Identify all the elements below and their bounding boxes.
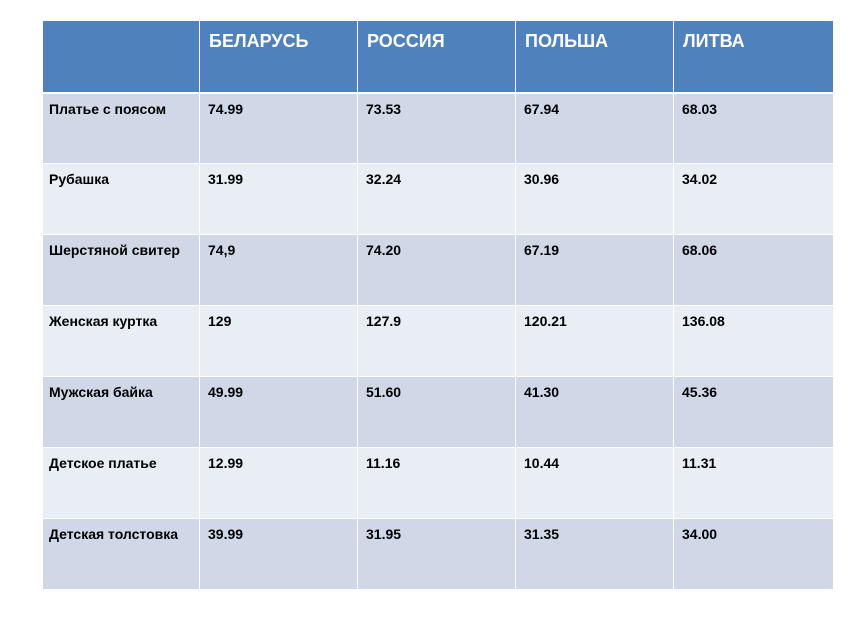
price-cell: 73.53 bbox=[358, 93, 516, 164]
price-cell: 11.16 bbox=[358, 448, 516, 519]
row-label: Мужская байка bbox=[43, 377, 200, 448]
header-cell-lithuania: ЛИТВА bbox=[674, 21, 834, 93]
price-cell: 127.9 bbox=[358, 306, 516, 377]
table-row bbox=[43, 235, 834, 306]
price-cell: 129 bbox=[200, 306, 358, 377]
row-label: Платье с поясом bbox=[43, 93, 200, 164]
header-cell-poland: ПОЛЬША bbox=[516, 21, 674, 93]
price-cell: 31.99 bbox=[200, 164, 358, 235]
price-cell: 51.60 bbox=[358, 377, 516, 448]
price-cell: 74.99 bbox=[200, 93, 358, 164]
row-label: Шерстяной свитер bbox=[43, 235, 200, 306]
table-row bbox=[43, 519, 834, 590]
table-row bbox=[43, 377, 834, 448]
table-header bbox=[43, 21, 834, 93]
header-cell-russia: РОССИЯ bbox=[358, 21, 516, 93]
row-label: Женская куртка bbox=[43, 306, 200, 377]
price-cell: 120.21 bbox=[516, 306, 674, 377]
price-cell: 136.08 bbox=[674, 306, 834, 377]
price-comparison-table bbox=[42, 20, 834, 590]
header-cell-belarus: БЕЛАРУСЬ bbox=[200, 21, 358, 93]
header-cell-empty bbox=[43, 21, 200, 93]
price-cell: 68.06 bbox=[674, 235, 834, 306]
price-cell: 34.00 bbox=[674, 519, 834, 590]
table-body bbox=[43, 93, 834, 590]
price-cell: 31.95 bbox=[358, 519, 516, 590]
price-cell: 74.20 bbox=[358, 235, 516, 306]
price-cell: 31.35 bbox=[516, 519, 674, 590]
price-cell: 45.36 bbox=[674, 377, 834, 448]
table-row bbox=[43, 448, 834, 519]
row-label: Детское платье bbox=[43, 448, 200, 519]
price-cell: 49.99 bbox=[200, 377, 358, 448]
header-row bbox=[43, 21, 834, 93]
price-cell: 74,9 bbox=[200, 235, 358, 306]
price-cell: 67.94 bbox=[516, 93, 674, 164]
table-row bbox=[43, 93, 834, 164]
table-row bbox=[43, 306, 834, 377]
price-cell: 41.30 bbox=[516, 377, 674, 448]
price-cell: 11.31 bbox=[674, 448, 834, 519]
row-label: Рубашка bbox=[43, 164, 200, 235]
table-row bbox=[43, 164, 834, 235]
price-cell: 30.96 bbox=[516, 164, 674, 235]
price-cell: 68.03 bbox=[674, 93, 834, 164]
price-cell: 10.44 bbox=[516, 448, 674, 519]
row-label: Детская толстовка bbox=[43, 519, 200, 590]
price-cell: 32.24 bbox=[358, 164, 516, 235]
price-cell: 12.99 bbox=[200, 448, 358, 519]
price-cell: 34.02 bbox=[674, 164, 834, 235]
price-cell: 39.99 bbox=[200, 519, 358, 590]
price-cell: 67.19 bbox=[516, 235, 674, 306]
